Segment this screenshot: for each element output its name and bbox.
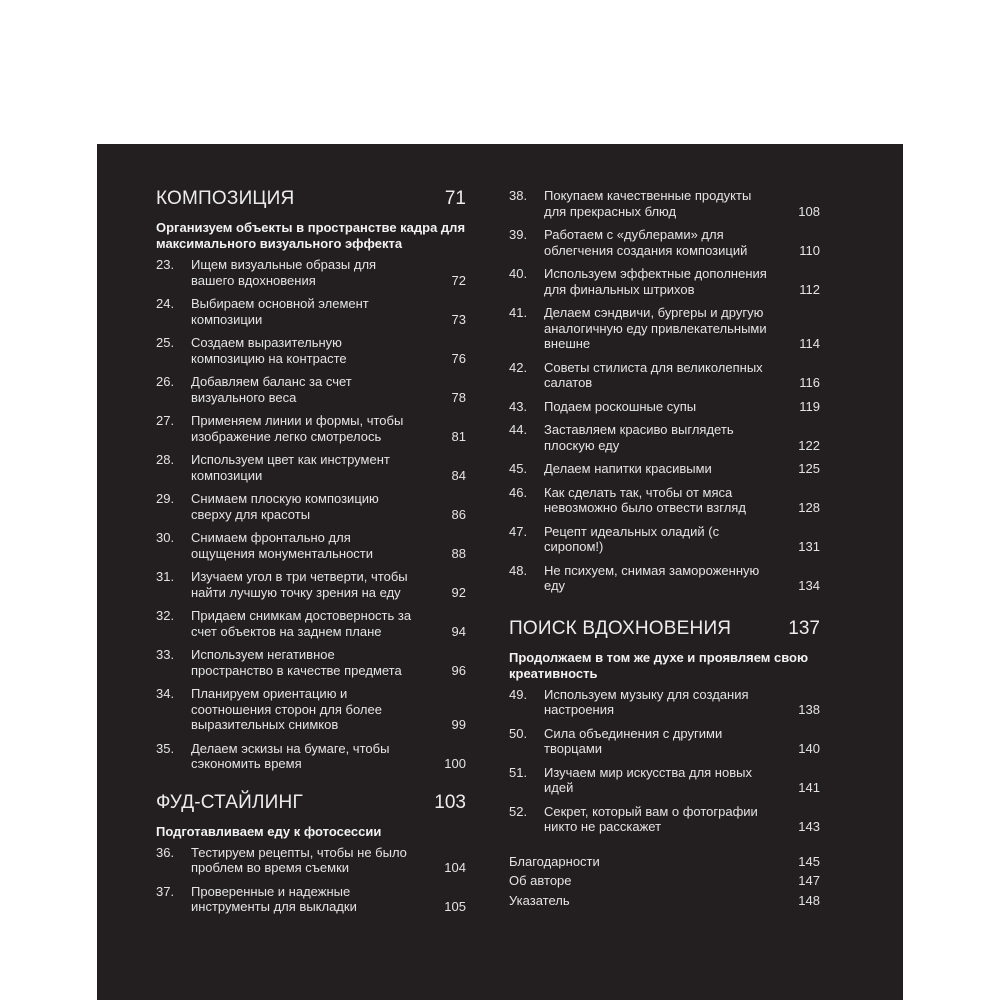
entry-page-number: 81 [451, 428, 466, 444]
section-page-number: 137 [788, 617, 820, 639]
entry-number: 26. [156, 374, 175, 389]
entry-title: Снимаем фронтально для ощущения монументальности [191, 530, 374, 561]
toc-entry [156, 686, 467, 733]
toc-column-left [156, 188, 467, 923]
back-matter-label: Указатель [509, 892, 570, 908]
toc-entry [156, 569, 467, 600]
entry-page-number: 114 [799, 336, 820, 351]
entry-page-number: 134 [798, 578, 820, 593]
entry-number: 51. [509, 764, 528, 780]
toc-entry [156, 452, 467, 483]
back-matter-page-number: 148 [798, 892, 820, 908]
entry-title: Используем музыку для создания настроения [544, 686, 749, 717]
entry-page-number: 138 [798, 702, 820, 717]
entry-number: 29. [156, 491, 175, 506]
entry-number: 24. [156, 296, 175, 311]
entry-page-number: 143 [798, 819, 820, 834]
entry-number: 39. [509, 227, 528, 242]
entry-number: 52. [509, 803, 528, 819]
section-heading-inspiration [509, 618, 821, 650]
toc-entry [509, 461, 821, 477]
toc-entry [156, 647, 467, 678]
entry-title: Применяем линии и формы, чтобы изображение легко смотрелось [191, 413, 404, 444]
toc-entry [509, 266, 821, 297]
entry-number: 28. [156, 452, 175, 467]
toc-entry [156, 374, 467, 405]
toc-entry [509, 563, 821, 594]
section-page-number: 71 [444, 188, 466, 209]
entry-page-number: 86 [451, 506, 466, 522]
toc-entry [156, 884, 467, 915]
entry-number: 34. [156, 686, 175, 701]
entry-page-number: 140 [798, 741, 820, 756]
back-matter-label: Об авторе [509, 873, 572, 888]
entry-number: 41. [509, 305, 528, 320]
entry-number: 46. [509, 484, 528, 500]
entry-page-number: 99 [451, 717, 466, 732]
entry-title: Как сделать так, чтобы от мяса невозможно было отвести взгляд [544, 484, 746, 515]
entry-page-number: 105 [444, 899, 466, 914]
entry-page-number: 108 [798, 203, 820, 219]
toc-entry [156, 741, 467, 772]
toc-entry [156, 296, 467, 327]
entry-page-number: 110 [799, 242, 820, 258]
entry-page-number: 73 [451, 311, 466, 327]
toc-entry [156, 491, 467, 522]
entry-title: Делаем напитки красивыми [544, 461, 712, 476]
entry-number: 38. [509, 188, 528, 203]
entry-title: Планируем ориентацию и соотношения сторон для более выразительных снимков [191, 686, 382, 732]
toc-entry [509, 726, 821, 757]
entry-page-number: 72 [451, 272, 466, 288]
entry-number: 37. [156, 883, 175, 899]
entry-title: Используем негативное пространство в качестве предмета [191, 647, 402, 678]
toc-entry [509, 227, 821, 258]
section-subtitle: Продолжаем в том же духе и проявляем свою креативность [509, 649, 809, 681]
toc-entry [509, 687, 821, 718]
entry-title: Не психуем, снимая замороженную еду [544, 562, 760, 593]
entry-title: Секрет, который вам о фотографии никто не расскажет [544, 803, 758, 834]
section-title: ФУД-СТАЙЛИНГ [156, 791, 303, 813]
entry-title: Добавляем баланс за счет визуального веса [191, 374, 352, 405]
back-matter-list [509, 852, 821, 911]
section-page-number: 103 [434, 791, 466, 813]
back-matter-label: Благодарности [509, 853, 600, 869]
toc-page [97, 144, 903, 1000]
toc-entry [509, 485, 821, 516]
toc-entry [509, 188, 821, 219]
toc-entry [156, 257, 467, 288]
entry-number: 31. [156, 569, 175, 584]
entry-title: Ищем визуальные образы для вашего вдохновения [191, 257, 377, 288]
section-subtitle: Организуем объекты в пространстве кадра для максимального визуального эффекта [156, 220, 466, 251]
entry-page-number: 112 [799, 281, 820, 297]
entry-title: Используем эффектные дополнения для финальных штрихов [544, 266, 767, 297]
entry-title: Делаем эскизы на бумаге, чтобы сэкономить время [191, 740, 390, 771]
entry-page-number: 84 [451, 467, 466, 483]
entry-number: 47. [509, 523, 528, 539]
entry-title: Придаем снимкам достоверность за счет объектов на заднем плане [191, 608, 412, 639]
entry-page-number: 119 [799, 398, 820, 414]
entry-title: Проверенные и надежные инструменты для выкладки [191, 883, 357, 914]
toc-entry [509, 305, 821, 352]
toc-entry [509, 804, 821, 835]
entry-title: Сила объединения с другими творцами [544, 725, 723, 756]
entry-number: 32. [156, 608, 175, 623]
toc-entry [509, 765, 821, 796]
entry-number: 43. [509, 398, 528, 414]
entry-page-number: 78 [451, 389, 466, 405]
entry-page-number: 92 [451, 584, 466, 600]
toc-column-right [509, 188, 821, 910]
entry-title: Изучаем угол в три четверти, чтобы найти лучшую точку зрения на еду [191, 569, 408, 600]
back-matter-page-number: 147 [798, 873, 820, 888]
entry-title: Создаем выразительную композицию на контрасте [191, 335, 347, 366]
entry-number: 36. [156, 844, 175, 860]
entry-number: 49. [509, 686, 528, 702]
section-title: ПОИСК ВДОХНОВЕНИЯ [509, 617, 732, 639]
toc-entry [509, 524, 821, 555]
section-heading-composition [156, 188, 467, 220]
back-matter-item [509, 852, 821, 872]
entry-page-number: 96 [451, 662, 466, 678]
toc-entry [156, 530, 467, 561]
entry-page-number: 100 [444, 756, 466, 771]
entry-number: 42. [509, 359, 528, 375]
toc-entry [156, 335, 467, 366]
entry-number: 48. [509, 562, 528, 578]
entry-page-number: 116 [799, 375, 820, 390]
entry-title: Изучаем мир искусства для новых идей [544, 764, 752, 795]
entry-title: Работаем с «дублерами» для облегчения создания композиций [544, 227, 748, 258]
section-title: КОМПОЗИЦИЯ [156, 188, 295, 209]
entry-number: 30. [156, 530, 175, 545]
entry-title: Снимаем плоскую композицию сверху для красоты [191, 491, 379, 522]
entry-page-number: 76 [451, 350, 466, 366]
back-matter-page-number: 145 [798, 853, 820, 869]
entry-title: Советы стилиста для великолепных салатов [544, 359, 763, 390]
toc-entry [156, 413, 467, 444]
section-subtitle: Подготавливаем еду к фотосессии [156, 823, 382, 839]
section-heading-food-styling [156, 792, 467, 824]
entry-title: Рецепт идеальных оладий (с сиропом!) [544, 523, 720, 554]
back-matter-item [509, 871, 821, 891]
entry-number: 45. [509, 461, 528, 476]
entry-number: 35. [156, 740, 175, 756]
entry-number: 33. [156, 647, 175, 662]
entry-page-number: 128 [798, 500, 820, 515]
toc-entry [509, 399, 821, 415]
toc-entry [509, 422, 821, 453]
entry-page-number: 94 [451, 623, 466, 639]
back-matter-item [509, 891, 821, 911]
entry-number: 50. [509, 725, 528, 741]
entry-page-number: 104 [444, 860, 466, 875]
entry-page-number: 88 [451, 545, 466, 561]
entry-number: 25. [156, 335, 175, 350]
toc-entry [156, 608, 467, 639]
entry-title: Подаем роскошные супы [544, 398, 697, 414]
entry-page-number: 125 [798, 461, 820, 476]
entry-page-number: 122 [798, 437, 820, 453]
toc-entry [509, 360, 821, 391]
toc-entry [156, 845, 467, 876]
entry-number: 40. [509, 266, 528, 281]
entry-title: Заставляем красиво выглядеть плоскую еду [544, 422, 734, 453]
entry-title: Выбираем основной элемент композиции [191, 296, 369, 327]
entry-number: 23. [156, 257, 175, 272]
entry-title: Тестируем рецепты, чтобы не было проблем во время съемки [191, 844, 407, 875]
entry-page-number: 141 [798, 780, 820, 795]
entry-title: Делаем сэндвичи, бургеры и другую аналогичную еду привлекательными внешне [544, 305, 767, 351]
entry-page-number: 131 [798, 539, 820, 554]
entry-title: Используем цвет как инструмент композиции [191, 452, 390, 483]
entry-number: 44. [509, 422, 528, 437]
entry-number: 27. [156, 413, 175, 428]
entry-title: Покупаем качественные продукты для прекрасных блюд [544, 188, 752, 219]
